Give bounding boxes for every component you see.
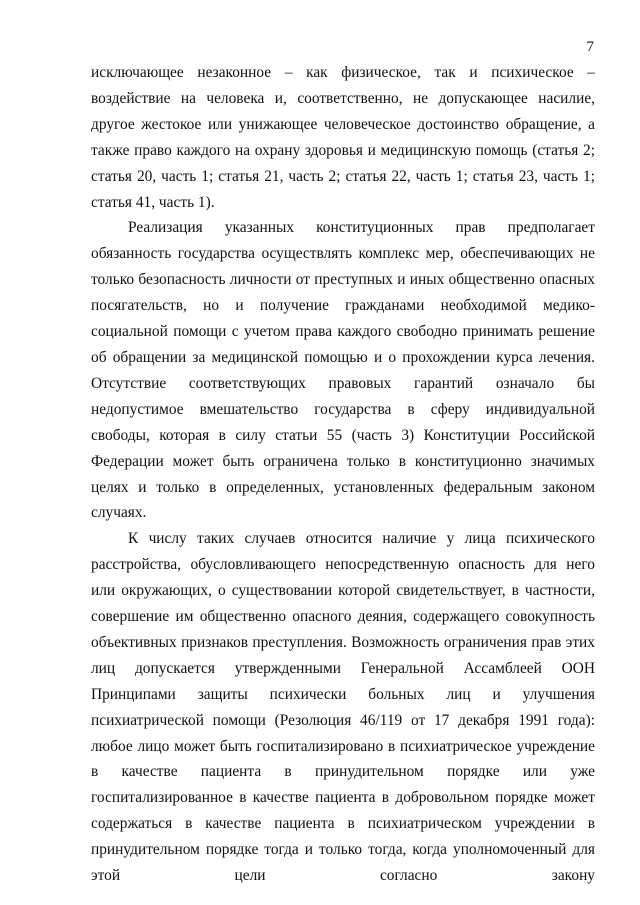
page-number: 7 [586, 39, 594, 55]
paragraph-continuation: исключающее незаконное – как физическое, так и психическое – воздействие на человека и, соответственно, не допускающее насилие, другое жестокое или унижающее человеческое достоинство обращение, а также право каждого на охрану здоровья и медицинскую помощь (статья 2; статья 20, часть 1; статья 21, часть 2; статья 22, часть 1; статья 23, часть 1; статья 41, часть 1). [91, 64, 595, 211]
paragraph-constitutional-rights: Реализация указанных конституционных прав предполагает обязанность государства осуществлять комплекс мер, обеспечивающих не только безопасность личности от преступных и иных общественно опасных посягательств, но и получение гражданами необходимой медико-социальной помощи с учетом права каждого свободно принимать решение об обращении за медицинской помощью и о прохождении курса лечения. Отсутствие соответствующих правовых гарантий означало бы недопустимое вмешательство государства в сферу индивидуальной свободы, которая в силу статьи 55 (часть 3) Конституции Российской Федерации может быть ограничена только в конституционно значимых целях и только в определенных, установленных федеральным законом случаях. [91, 219, 595, 522]
paragraph-psychiatric-restrictions: К числу таких случаев относится наличие у лица психического расстройства, обусловливающего непосредственную опасность для него или окружающих, о существовании которой свидетельствует, в частности, совершение им общественно опасного деяния, содержащего совокупность объективных признаков преступления. Возможность ограничения прав этих лиц допускается утвержденными Генеральной Ассамблеей ООН Принципами защиты психически больных лиц и улучшения психиатрической помощи (Резолюция 46/119 от 17 декабря 1991 года): любое лицо может быть госпитализировано в психиатрическое учреждение в качестве пациента в принудительном порядке или уже госпитализированное в качестве пациента в добровольном порядке может содержаться в качестве пациента в психиатрическом учреждении в принудительном порядке тогда и только тогда, когда уполномоченный для этой цели согласно закону [91, 530, 595, 885]
document-body [91, 60, 595, 889]
